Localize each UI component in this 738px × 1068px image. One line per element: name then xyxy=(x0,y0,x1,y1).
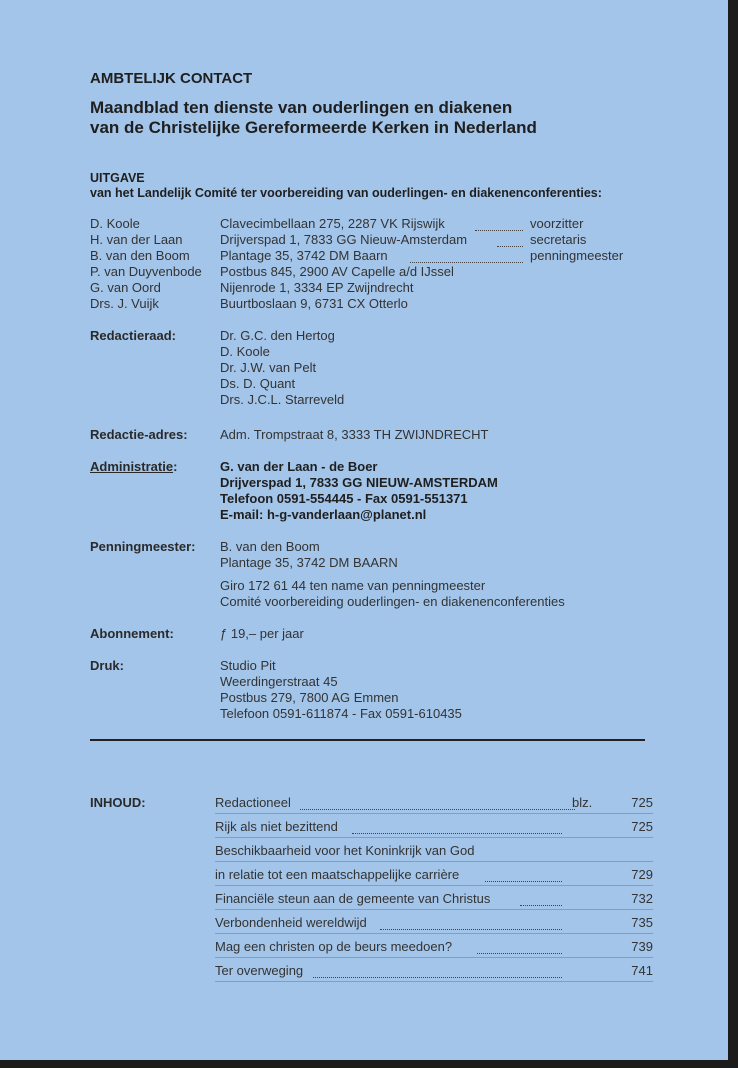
committee-address: Postbus 845, 2900 AV Capelle a/d IJssel xyxy=(220,264,454,279)
redactie-adres-value: Adm. Trompstraat 8, 3333 TH ZWIJNDRECHT xyxy=(220,427,489,442)
administratie-label xyxy=(90,459,177,474)
abonnement-label: Abonnement: xyxy=(90,626,174,641)
dot-leader xyxy=(485,869,562,882)
redactieraad-member: Ds. D. Quant xyxy=(220,376,296,391)
giro-line: Comité voorbereiding ouderlingen- en diakenenconferenties xyxy=(220,594,565,609)
committee-name: P. van Duyvenbode xyxy=(90,264,202,279)
contents-label: INHOUD: xyxy=(90,795,146,810)
toc-title: Redactioneel xyxy=(215,795,291,810)
penningmeester-line: B. van den Boom xyxy=(220,539,320,554)
toc-page: 725 xyxy=(631,795,653,810)
toc-page: 739 xyxy=(631,939,653,954)
dot-leader xyxy=(477,941,562,954)
redactieraad-member: Drs. J.C.L. Starreveld xyxy=(220,392,345,407)
committee-address: Buurtboslaan 9, 6731 CX Otterlo xyxy=(220,296,408,311)
druk-label: Druk: xyxy=(90,658,124,673)
penningmeester-label: Penningmeester: xyxy=(90,539,196,554)
penningmeester-line: Plantage 35, 3742 DM BAARN xyxy=(220,555,398,570)
publisher-heading: UITGAVE xyxy=(90,171,145,185)
committee-address: Drijverspad 1, 7833 GG Nieuw-Amsterdam xyxy=(220,232,468,247)
committee-name: G. van Oord xyxy=(90,280,161,295)
magazine-subtitle-line1: Maandblad ten dienste van ouderlingen en diakenen xyxy=(90,98,513,117)
administratie-label-text: Administratie xyxy=(90,459,174,474)
toc-separator xyxy=(215,813,653,814)
toc-title: Verbondenheid wereldwijd xyxy=(215,915,367,930)
administratie-line: G. van der Laan - de Boer xyxy=(220,459,378,474)
redactieraad-label: Redactieraad: xyxy=(90,328,176,343)
redactieraad-member: Dr. G.C. den Hertog xyxy=(220,328,335,343)
dot-leader xyxy=(410,250,523,263)
redactieraad-member: D. Koole xyxy=(220,344,270,359)
committee-name: H. van der Laan xyxy=(90,232,183,247)
toc-title: in relatie tot een maatschappelijke carrière xyxy=(215,867,460,882)
toc-page: 741 xyxy=(631,963,653,978)
toc-page: 725 xyxy=(631,819,653,834)
dot-leader xyxy=(313,965,562,978)
toc-separator xyxy=(215,981,653,982)
scan-edge-right xyxy=(728,0,738,1068)
dot-leader xyxy=(475,218,523,231)
abonnement-value: ƒ 19,– per jaar xyxy=(220,626,304,641)
toc-separator xyxy=(215,861,653,862)
magazine-subtitle-line2: van de Christelijke Gereformeerde Kerken in Nederland xyxy=(90,118,537,137)
publisher-line: van het Landelijk Comité ter voorbereiding van ouderlingen- en diakenenconferenties: xyxy=(90,186,602,200)
toc-title: Rijk als niet bezittend xyxy=(215,819,338,834)
divider xyxy=(90,739,645,741)
dot-leader xyxy=(300,797,575,810)
administratie-email: E-mail: h-g-vanderlaan@planet.nl xyxy=(220,507,427,522)
committee-address: Nijenrode 1, 3334 EP Zwijndrecht xyxy=(220,280,414,295)
toc-separator xyxy=(215,885,653,886)
redactie-adres-label: Redactie-adres: xyxy=(90,427,188,442)
blz-label: blz. xyxy=(572,795,593,810)
committee-address: Plantage 35, 3742 DM Baarn xyxy=(220,248,388,263)
administratie-line: Telefoon 0591-554445 - Fax 0591-551371 xyxy=(220,491,468,506)
dot-leader xyxy=(352,821,562,834)
committee-role: secretaris xyxy=(530,232,587,247)
druk-line: Studio Pit xyxy=(220,658,276,673)
committee-name: B. van den Boom xyxy=(90,248,190,263)
toc-page: 729 xyxy=(631,867,653,882)
toc-title: Beschikbaarheid voor het Koninkrijk van God xyxy=(215,843,475,858)
dot-leader xyxy=(380,917,562,930)
toc-title: Mag een christen op de beurs meedoen? xyxy=(215,939,453,954)
committee-role: penningmeester xyxy=(530,248,624,263)
toc-separator xyxy=(215,909,653,910)
scan-edge-bottom xyxy=(0,1060,738,1068)
toc-separator xyxy=(215,837,653,838)
dot-leader xyxy=(497,234,523,247)
committee-name: D. Koole xyxy=(90,216,140,231)
toc-title: Ter overweging xyxy=(215,963,304,978)
committee-name: Drs. J. Vuijk xyxy=(90,296,159,311)
magazine-title: AMBTELIJK CONTACT xyxy=(90,70,253,87)
committee-address: Clavecimbellaan 275, 2287 VK Rijswijk xyxy=(220,216,445,231)
druk-line: Telefoon 0591-611874 - Fax 0591-610435 xyxy=(220,706,462,721)
toc-separator xyxy=(215,957,653,958)
druk-line: Postbus 279, 7800 AG Emmen xyxy=(220,690,399,705)
toc-page: 735 xyxy=(631,915,653,930)
toc-page: 732 xyxy=(631,891,653,906)
toc-title: Financiële steun aan de gemeente van Christus xyxy=(215,891,491,906)
giro-line: Giro 172 61 44 ten name van penningmeester xyxy=(220,578,486,593)
administratie-line: Drijverspad 1, 7833 GG NIEUW-AMSTERDAM xyxy=(220,475,498,490)
redactieraad-member: Dr. J.W. van Pelt xyxy=(220,360,317,375)
toc-separator xyxy=(215,933,653,934)
druk-line: Weerdingerstraat 45 xyxy=(220,674,338,689)
administratie-label-colon: : xyxy=(173,459,178,474)
dot-leader xyxy=(520,893,562,906)
committee-role: voorzitter xyxy=(530,216,584,231)
